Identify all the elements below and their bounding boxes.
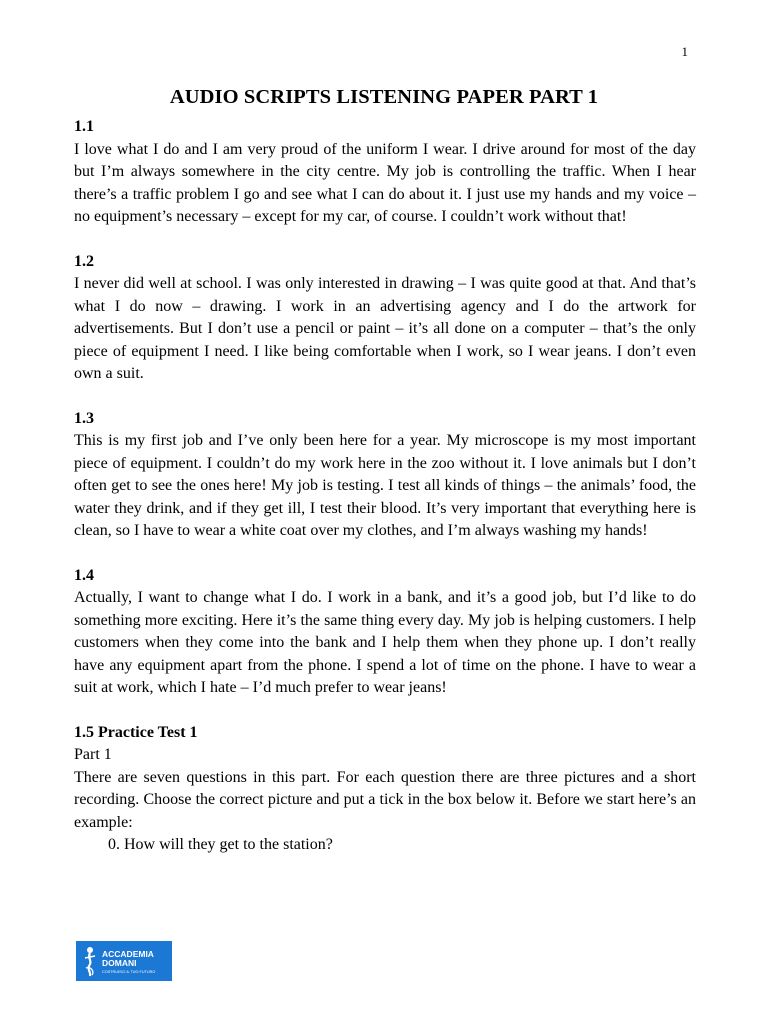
section-heading: 1.3 (74, 409, 94, 427)
accademia-domani-logo (76, 941, 172, 981)
section-1-2 (74, 251, 696, 386)
practice-part-label: Part 1 (74, 746, 112, 763)
page-title: AUDIO SCRIPTS LISTENING PAPER PART 1 (169, 86, 599, 108)
section-heading: 1.1 (74, 118, 94, 135)
practice-heading: 1.5 Practice Test 1 (74, 723, 198, 741)
section-heading: 1.4 (74, 566, 94, 584)
section-paragraph: I never did well at school. I was only interested in drawing – I was quite good at that. And that’s what I do now – drawing. I work in an advertising agency and I do the artwork for advertisements. But I don’t use a pencil or paint – it’s all done on a computer – that’s the only piece of equipment I need. I like being comfortable when I work, so I wear jeans. I don’t even own a suit. (74, 275, 696, 382)
practice-example-question: 0. How will they get to the station? (108, 836, 333, 853)
svg-text:DOMANI: DOMANI (102, 958, 137, 968)
section-practice-test (74, 722, 696, 857)
section-1-4 (74, 565, 696, 700)
section-paragraph: Actually, I want to change what I do. I work in a bank, and it’s a good job, but I’d like to do something more exciting. Here it’s the same thing every day. My job is helping customers. I help customers when they come into the bank and I help them when they phone up. I don’t really have any equipment apart from the phone. I spend a lot of time on the phone. I have to wear a suit at work, which I hate – I’d much prefer to wear jeans! (74, 589, 696, 696)
logo-figure-icon (82, 944, 168, 978)
practice-instructions: There are seven questions in this part. For each question there are three pictures and a short recording. Choose the correct picture and put a tick in the box below it. Before we start here’s an example: (74, 768, 696, 831)
svg-text:COSTRUISCI IL TUO FUTURO: COSTRUISCI IL TUO FUTURO (102, 970, 156, 974)
document-body (74, 116, 696, 857)
svg-text:ACCADEMIA: ACCADEMIA (102, 949, 154, 959)
section-1-3 (74, 408, 696, 543)
section-paragraph: This is my first job and I’ve only been here for a year. My microscope is my most important piece of equipment. I couldn’t do my work here in the zoo without it. I love animals but I don’t often get to see the ones here! My job is testing. I test all kinds of things – the animals’ food, the water they drink, and if they get ill, I test their blood. It’s very important that everything here is clean, so I have to wear a white coat over my clothes, and I’m always washing my hands! (74, 432, 696, 539)
section-paragraph: I love what I do and I am very proud of the uniform I wear. I drive around for most of the day but I’m always somewhere in the city centre. My job is controlling the traffic. When I hear there’s a traffic problem I go and see what I can do about it. I just use my hands and my voice – no equipment’s necessary – except for my car, of course. I couldn’t work without that! (74, 140, 696, 225)
section-1-1 (74, 116, 696, 229)
page-number: 1 (681, 44, 688, 59)
section-heading: 1.2 (74, 252, 94, 270)
